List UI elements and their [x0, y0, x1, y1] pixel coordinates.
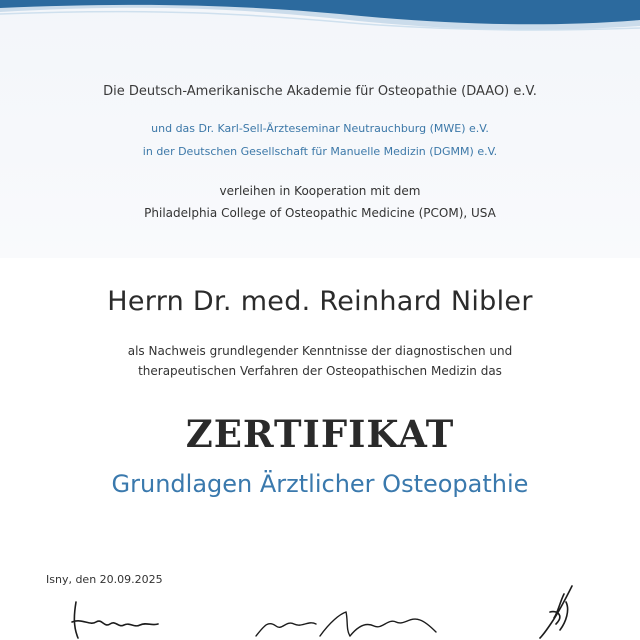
place-date: Isny, den 20.09.2025: [46, 573, 163, 586]
header-wave-decoration: [0, 0, 640, 40]
signature-middle: [250, 606, 440, 640]
conferral-line: verleihen in Kooperation mit dem: [219, 184, 421, 198]
description-line-1: als Nachweis grundlegender Kenntnisse der diagnostischen und: [127, 344, 513, 358]
recipient-name: Herrn Dr. med. Reinhard Nibler: [107, 286, 533, 317]
cooperation-line-1: und das Dr. Karl-Sell-Ärzteseminar Neutrauchburg (MWE) e.V.: [151, 122, 489, 135]
signature-left: [68, 592, 178, 640]
issuer-line: Die Deutsch-Amerikanische Akademie für Osteopathie (DAAO) e.V.: [103, 84, 537, 99]
college-line: Philadelphia College of Osteopathic Medicine (PCOM), USA: [144, 206, 496, 220]
certificate-title: ZERTIFIKAT: [185, 412, 455, 456]
cooperation-line-2: in der Deutschen Gesellschaft für Manuelle Medizin (DGMM) e.V.: [142, 145, 498, 158]
certificate-subtitle: Grundlagen Ärztlicher Osteopathie: [111, 470, 529, 498]
description-line-2: therapeutischen Verfahren der Osteopathischen Medizin das: [138, 364, 502, 378]
signature-right: [520, 582, 590, 640]
